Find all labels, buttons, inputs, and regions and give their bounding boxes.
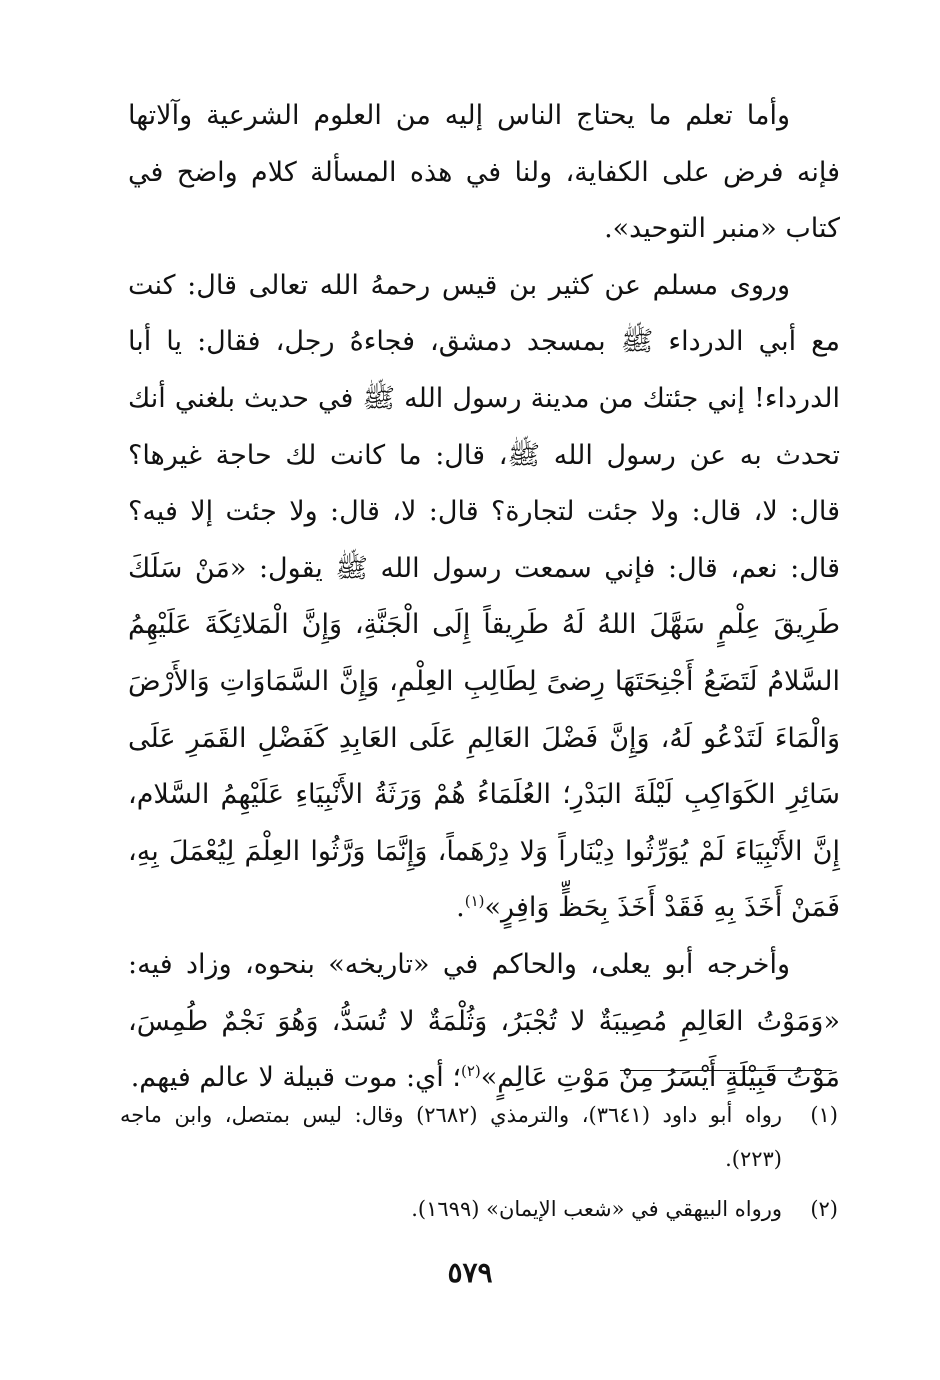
- footnote-1-number: (١): [810, 1103, 838, 1127]
- footnote-ref-2[interactable]: (٢): [460, 1062, 481, 1081]
- paragraph-1-text: وأما تعلم ما يحتاج الناس إليه من العلوم الشرعية وآلاتها فإنه فرض على الكفاية، ولنا في هذه المسألة كلام واضح في كتاب «منبر التوحيد».: [128, 100, 840, 245]
- paragraph-3-tail: ؛ أي: موت قبيلة لا عالم فيهم.: [130, 1062, 461, 1094]
- paragraph-2-text: وروى مسلم عن كثير بن قيس رحمهُ الله تعالى قال: كنت مع أبي الدرداء ﷺ بمسجد دمشق، فجاءهُ رجل، فقال: يا أبا الدرداء! إني جئتك من مدينة رسول الله ﷺ في حديث بلغني أنك تحدث به عن رسول الله ﷺ، قال: ما كانت لك حاجة غيرها؟ قال: لا، قال: ولا جئت لتجارة؟ قال: لا، قال: ولا جئت إلا فيه؟ قال: نعم، قال: فإني سمعت رسول الله ﷺ يقول: «مَنْ سَلَكَ طَرِيقَ عِلْمٍ سَهَّلَ اللهُ لَهُ طَرِيقاً إِلَى الْجَنَّةِ، وَإِنَّ الْمَلائِكَةَ عَلَيْهِمُ السَّلامُ لَتَضَعُ أَجْنِحَتَهَا رِضىً لِطَالِبِ العِلْمِ، وَإِنَّ السَّمَاوَاتِ وَالأَرْضَ وَالْمَاءَ لَتَدْعُو لَهُ، وَإِنَّ فَضْلَ العَالِمِ عَلَى العَابِدِ كَفَضْلِ القَمَرِ عَلَى سَائِرِ الكَوَاكِبِ لَيْلَةَ البَدْرِ؛ العُلَمَاءُ هُمْ وَرَثَةُ الأَنْبِيَاءِ عَلَيْهِمُ السَّلام، إِنَّ الأَنْبِيَاءَ لَمْ يُوَرِّثُوا دِيْنَاراً وَلا دِرْهَماً، وَإِنَّمَا وَرَّثُوا العِلْمَ لِيُعْمَلَ بِهِ، فَمَنْ أَخَذَ بِهِ فَقَدْ أَخَذَ بِحَظٍّ وَافِرٍ»: [128, 269, 840, 924]
- paragraph-2-tail: .: [456, 892, 465, 924]
- footnotes: [120, 1093, 838, 1237]
- footnote-2-number: (٢): [810, 1197, 838, 1221]
- paragraph-3: [128, 937, 840, 1107]
- footnote-2: [120, 1187, 838, 1231]
- footnote-divider: [620, 1070, 832, 1071]
- paragraph-1: [128, 88, 840, 258]
- main-text: [128, 88, 840, 1107]
- footnote-1: [120, 1093, 838, 1181]
- paragraph-2: [128, 258, 840, 937]
- footnote-ref-1[interactable]: (١): [464, 892, 485, 911]
- footnote-2-text: ورواه البيهقي في «شعب الإيمان» (١٦٩٩).: [411, 1197, 782, 1221]
- page-number: ٥٧٩: [447, 1256, 493, 1289]
- paragraph-3-text: وأخرجه أبو يعلى، والحاكم في «تاريخه» بنحوه، وزاد فيه: «وَمَوْتُ العَالِمِ مُصِيبَةٌ لا تُجْبَرُ، وَثُلْمَةٌ لا تُسَدُّ، وَهُوَ نَجْمٌ طُمِسَ، مَوْتُ قَبِيْلَةٍ أَيْسَرُ مِنْ مَوْتِ عَالِمٍ»: [128, 948, 840, 1094]
- footnote-1-text: رواه أبو داود (٣٦٤١)، والترمذي (٢٦٨٢) وقال: ليس بمتصل، وابن ماجه (٢٢٣).: [120, 1103, 782, 1171]
